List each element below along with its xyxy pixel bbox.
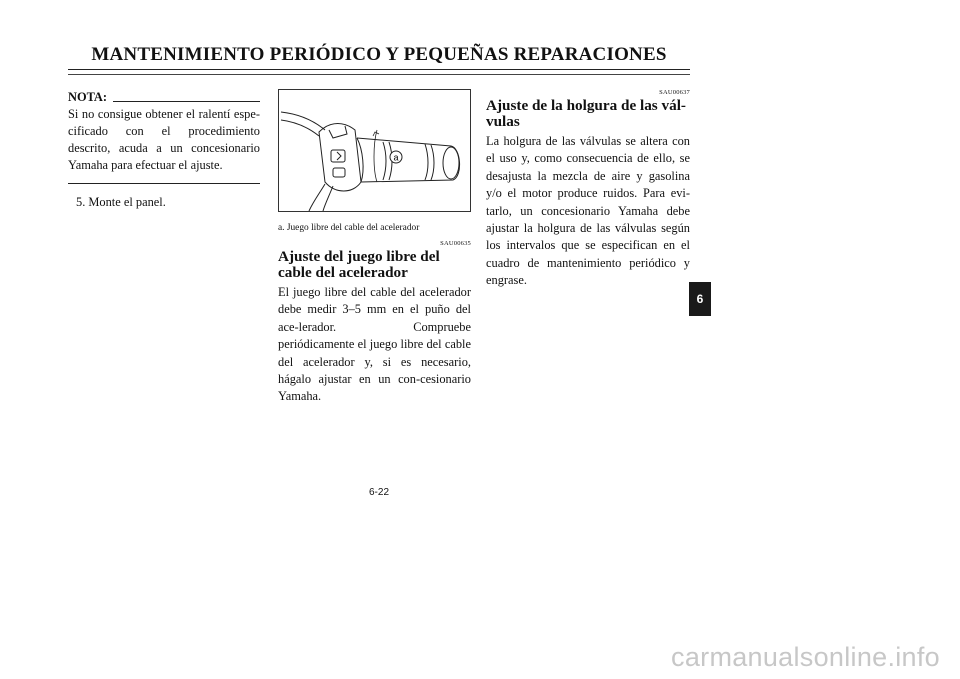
nota-text: Si no consigue obtener el ralentí espe-cificado con el procedimiento descrito, acuda a un concesionario Yamaha para efectuar el ajuste. (68, 107, 260, 172)
step-item: 5. Monte el panel. (76, 195, 166, 209)
nota-end-rule (68, 183, 260, 184)
nota-heading (68, 89, 260, 106)
nota-label: NOTA: (68, 90, 108, 104)
figure-caption: a. Juego libre del cable del acelerador (278, 223, 420, 233)
page-header-title: MANTENIMIENTO PERIÓDICO Y PEQUEÑAS REPARACIONES (91, 44, 667, 65)
section-body: El juego libre del cable del acelerador debe medir 3–5 mm en el puño del ace-lerador. Compruebe periódicamente el juego libre del cable del acelerador y, si es necesario, hágalo ajustar en un con-cesionario Yamaha. (278, 285, 471, 404)
header-rule (68, 69, 690, 70)
reference-code: SAU00635 (440, 240, 471, 247)
figure-callout-label: a (393, 152, 399, 163)
page-number: 6-22 (368, 487, 389, 498)
section-body: La holgura de las válvulas se altera con el uso y, como consecuencia de ello, se desajusta la mezcla de aire y gasolina y/o el motor produce ruidos. Para evi-tarlo, un concesionario Yamaha debe ajustar la holgura de las válvulas según los intervalos que se especifican en el cuadro de mantenimiento periódico y engrase. (486, 134, 690, 288)
throttle-grip-figure (278, 89, 471, 212)
nota-rule (113, 101, 260, 102)
watermark: carmanualsonline.info (671, 642, 940, 672)
reference-code: SAU00637 (659, 89, 690, 96)
middle-column (278, 89, 471, 406)
chapter-tab: 6 (689, 282, 711, 316)
right-column (486, 89, 690, 290)
section-title: Ajuste del juego libre del cable del acelerador (278, 248, 440, 281)
left-column (68, 89, 260, 211)
header-rule-thin (68, 74, 690, 75)
throttle-grip-illustration (279, 90, 470, 211)
section-title: Ajuste de la holgura de las vál-vulas (486, 97, 686, 130)
